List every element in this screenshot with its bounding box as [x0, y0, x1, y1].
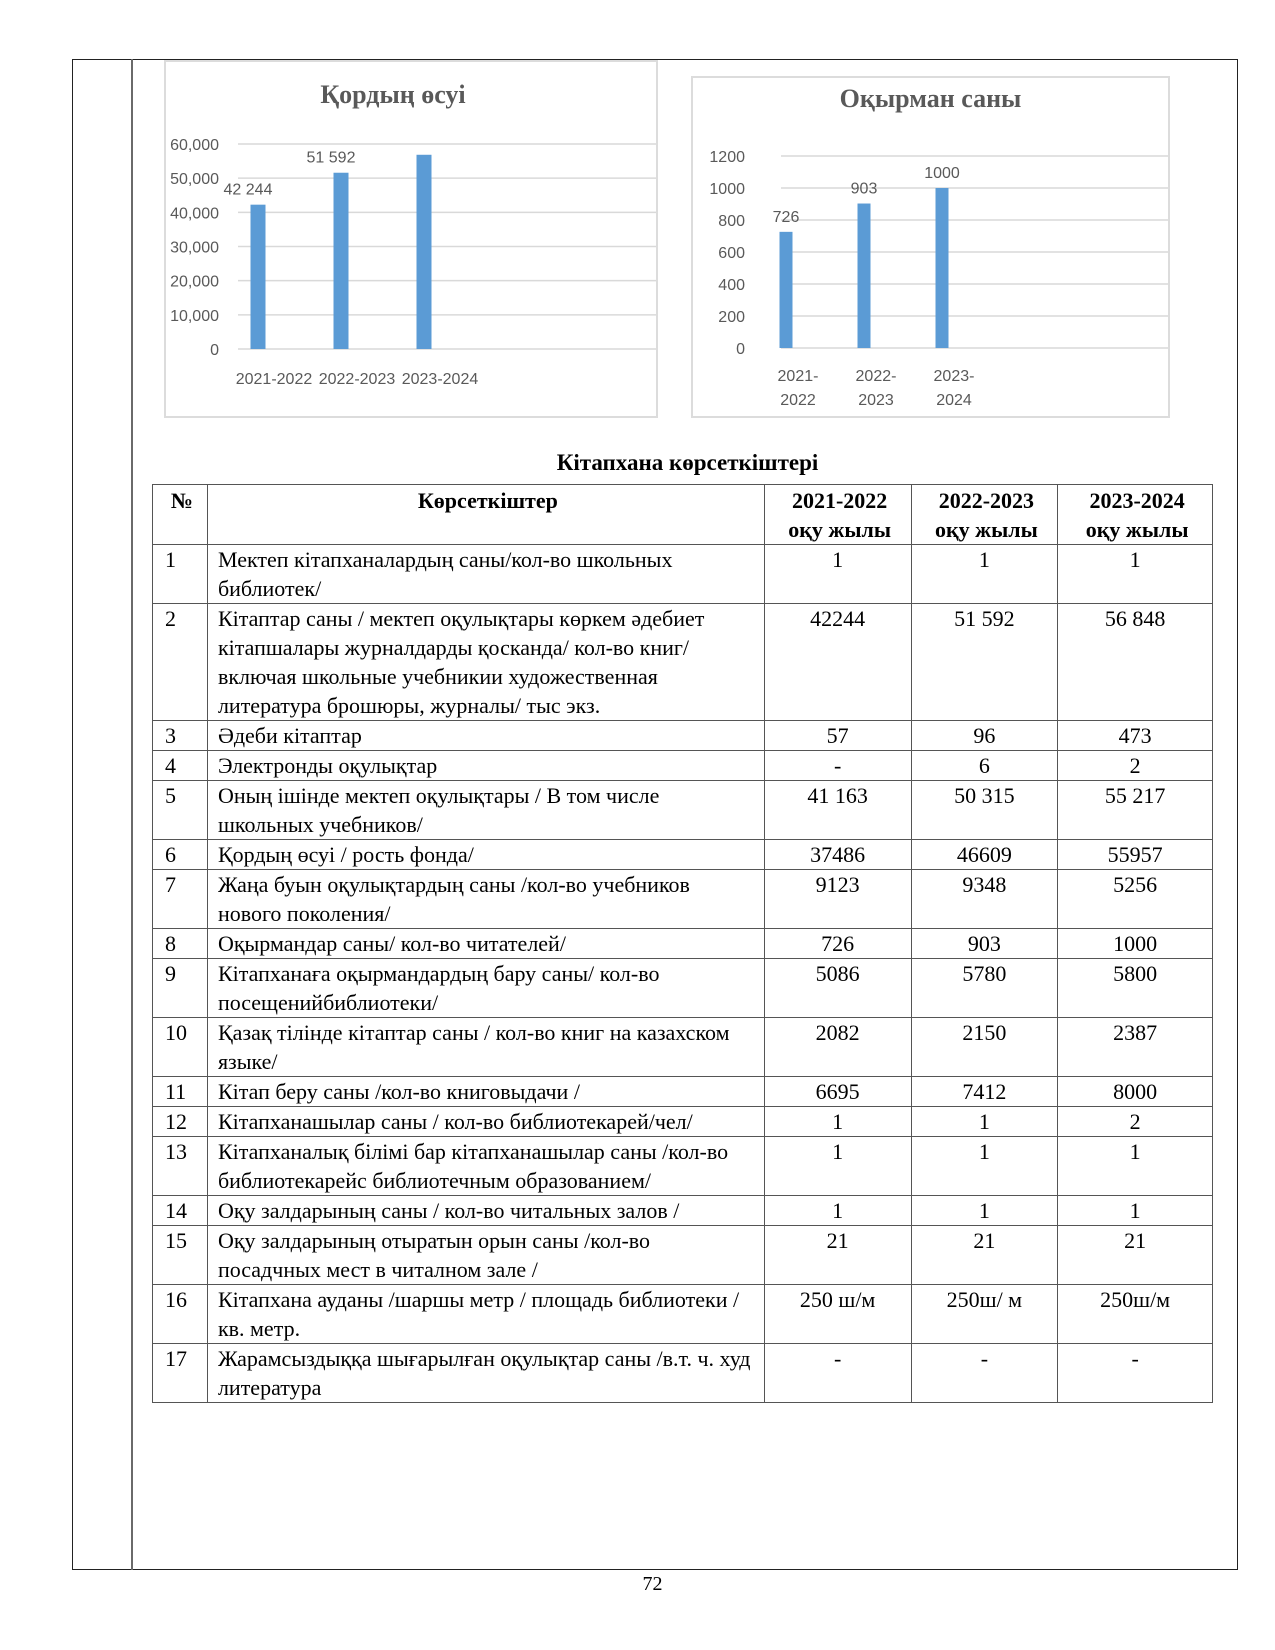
table-row [153, 929, 1213, 959]
row-value: - [1058, 1344, 1213, 1403]
row-indicator-label: Кітап беру саны /кол-во книговыдачи / [207, 1077, 764, 1107]
row-value: 1 [764, 1196, 911, 1226]
row-number: 15 [153, 1226, 208, 1285]
row-value: 1000 [1058, 929, 1213, 959]
header-year [911, 485, 1058, 545]
x-tick-label: 2023-2024 [401, 371, 479, 388]
row-value: 1 [1058, 1196, 1213, 1226]
table-row [153, 1196, 1213, 1226]
table-row [153, 870, 1213, 929]
row-number: 11 [153, 1077, 208, 1107]
table-header-row [153, 485, 1213, 545]
row-value: 5086 [764, 959, 911, 1018]
row-indicator-label: Мектеп кітапханалардың саны/кол-во школьных библиотек/ [207, 545, 764, 604]
row-value: - [764, 1344, 911, 1403]
row-value: 21 [764, 1226, 911, 1285]
row-number: 4 [153, 751, 208, 781]
fund-growth-chart [164, 60, 658, 418]
row-value: 7412 [911, 1077, 1058, 1107]
row-indicator-label: Оқу залдарының отыратын орын саны /кол-во посадчных мест в читалном зале / [207, 1226, 764, 1285]
row-indicator-label: Қазақ тілінде кітаптар саны / кол-во книг на казахском языке/ [207, 1018, 764, 1077]
y-tick-label: 10,000 [170, 307, 219, 325]
data-label: 42 244 [223, 181, 273, 199]
table-row [153, 1018, 1213, 1077]
row-value: 96 [911, 721, 1058, 751]
row-value: 37486 [764, 840, 911, 870]
row-indicator-label: Әдеби кітаптар [207, 721, 764, 751]
row-value: 51 592 [911, 604, 1058, 721]
table-row [153, 781, 1213, 840]
y-tick-label: 0 [210, 342, 219, 359]
table-row [153, 1137, 1213, 1196]
margin-rule [131, 59, 133, 1570]
y-tick-label: 60,000 [170, 137, 219, 154]
fund-growth-plot [166, 62, 656, 416]
y-tick-label: 200 [718, 309, 745, 326]
row-value: 1 [1058, 1137, 1213, 1196]
header-year-sub: оқу жылы [788, 517, 892, 542]
row-number: 10 [153, 1018, 208, 1077]
row-indicator-label: Кітапханаға оқырмандардың бару саны/ кол-во посещенийбиблиотеки/ [207, 959, 764, 1018]
row-value: 903 [911, 929, 1058, 959]
row-value: 41 163 [764, 781, 911, 840]
row-indicator-label: Жаңа буын оқулықтардың саны /кол-во учебников нового поколения/ [207, 870, 764, 929]
row-number: 9 [153, 959, 208, 1018]
row-value: 9123 [764, 870, 911, 929]
table-row [153, 604, 1213, 721]
row-value: 21 [911, 1226, 1058, 1285]
row-value: 2 [1058, 751, 1213, 781]
x-tick-label: 2021-2022 [235, 371, 313, 388]
bar [417, 155, 432, 349]
data-label: 1000 [924, 165, 960, 182]
row-number: 13 [153, 1137, 208, 1196]
y-tick-label: 800 [718, 213, 745, 230]
row-value: 473 [1058, 721, 1213, 751]
row-indicator-label: Қордың өсуі / рость фонда/ [207, 840, 764, 870]
x-tick-label: 2024 [936, 392, 972, 409]
bar [334, 173, 349, 349]
table-row [153, 1077, 1213, 1107]
row-value: 2082 [764, 1018, 911, 1077]
table-row [153, 721, 1213, 751]
row-value: 1 [911, 545, 1058, 604]
header-year-label: 2021-2022 [791, 488, 888, 513]
row-number: 2 [153, 604, 208, 721]
header-indicator: Көрсеткіштер [207, 485, 764, 545]
row-value: 726 [764, 929, 911, 959]
row-number: 14 [153, 1196, 208, 1226]
row-number: 6 [153, 840, 208, 870]
row-value: 21 [1058, 1226, 1213, 1285]
row-value: 1 [764, 1137, 911, 1196]
row-number: 12 [153, 1107, 208, 1137]
library-indicators-table [152, 484, 1213, 1403]
row-value: 2 [1058, 1107, 1213, 1137]
row-value: 46609 [911, 840, 1058, 870]
bar [858, 204, 871, 348]
row-value: 5780 [911, 959, 1058, 1018]
x-tick-label: 2022- [855, 368, 897, 385]
row-indicator-label: Кітаптар саны / мектеп оқулықтары көркем әдебиет кітапшалары журналдарды қосканда/ кол-во книг/ включая школьные учебникии художественная литература брошюры, журналы/ тыс экз. [207, 604, 764, 721]
row-value: 1 [1058, 545, 1213, 604]
row-value: 250 ш/м [764, 1285, 911, 1344]
row-value: 57 [764, 721, 911, 751]
row-value: 250ш/ м [911, 1285, 1058, 1344]
row-value: 42244 [764, 604, 911, 721]
row-indicator-label: Оқу залдарының саны / кол-во читальных залов / [207, 1196, 764, 1226]
header-number: № [153, 485, 208, 545]
table-row [153, 1344, 1213, 1403]
row-indicator-label: Кітапхана ауданы /шаршы метр / площадь библиотеки /кв. метр. [207, 1285, 764, 1344]
row-value: 1 [911, 1137, 1058, 1196]
y-tick-label: 1000 [709, 181, 745, 198]
table-row [153, 840, 1213, 870]
bar [780, 232, 793, 348]
row-number: 3 [153, 721, 208, 751]
row-value: 1 [764, 545, 911, 604]
y-tick-label: 0 [736, 341, 745, 358]
row-indicator-label: Кітапханалық білімі бар кітапханашылар саны /кол-во библиотекарейс библиотечным образованием/ [207, 1137, 764, 1196]
readers-chart [691, 76, 1170, 418]
row-indicator-label: Оның ішінде мектеп оқулықтары / В том числе школьных учебников/ [207, 781, 764, 840]
y-tick-label: 20,000 [170, 273, 219, 291]
y-tick-label: 400 [718, 277, 745, 294]
row-value: 5256 [1058, 870, 1213, 929]
table-row [153, 1226, 1213, 1285]
bar [251, 205, 266, 349]
table-row [153, 959, 1213, 1018]
header-year [1058, 485, 1213, 545]
header-year [764, 485, 911, 545]
x-tick-label: 2022 [780, 392, 816, 409]
row-indicator-label: Жарамсыздыққа шығарылған оқулықтар саны /в.т. ч. худ литература [207, 1344, 764, 1403]
row-value: 2150 [911, 1018, 1058, 1077]
header-year-sub: оқу жылы [934, 517, 1038, 542]
row-value: 55957 [1058, 840, 1213, 870]
row-value: 55 217 [1058, 781, 1213, 840]
header-year-label: 2023-2024 [1089, 488, 1185, 513]
x-tick-label: 2021- [777, 368, 819, 385]
row-value: 56 848 [1058, 604, 1213, 721]
bar [936, 188, 949, 348]
row-value: 50 315 [911, 781, 1058, 840]
row-value: 250ш/м [1058, 1285, 1213, 1344]
row-value: 8000 [1058, 1077, 1213, 1107]
row-value: 6 [911, 751, 1058, 781]
y-tick-label: 40,000 [170, 205, 219, 223]
data-label: 903 [850, 180, 878, 198]
row-indicator-label: Кітапханашылар саны / кол-во библиотекарей/чел/ [207, 1107, 764, 1137]
table-row [153, 545, 1213, 604]
row-number: 17 [153, 1344, 208, 1403]
chart-title: Оқырман саны [839, 84, 1022, 113]
row-number: 16 [153, 1285, 208, 1344]
row-value: - [764, 751, 911, 781]
row-indicator-label: Оқырмандар саны/ кол-во читателей/ [207, 929, 764, 959]
header-year-label: 2022-2023 [938, 488, 1035, 513]
y-tick-label: 600 [718, 245, 745, 262]
readers-plot [693, 78, 1168, 416]
row-number: 1 [153, 545, 208, 604]
row-indicator-label: Электронды оқулықтар [207, 751, 764, 781]
row-value: 9348 [911, 870, 1058, 929]
chart-title: Қордың өсуі [320, 80, 466, 109]
y-tick-label: 50,000 [170, 171, 219, 189]
page-number: 72 [642, 1573, 663, 1595]
row-value: 6695 [764, 1077, 911, 1107]
row-number: 5 [153, 781, 208, 840]
row-value: 2387 [1058, 1018, 1213, 1077]
row-number: 8 [153, 929, 208, 959]
row-number: 7 [153, 870, 208, 929]
row-value: 1 [911, 1107, 1058, 1137]
data-label: 726 [772, 208, 800, 226]
row-value: 5800 [1058, 959, 1213, 1018]
header-year-sub: оқу жылы [1085, 517, 1189, 542]
x-tick-label: 2022-2023 [318, 371, 396, 388]
table-row [153, 751, 1213, 781]
row-value: - [911, 1344, 1058, 1403]
data-label: 51 592 [306, 149, 356, 167]
row-value: 1 [764, 1107, 911, 1137]
y-tick-label: 30,000 [170, 239, 219, 257]
table-row [153, 1285, 1213, 1344]
x-tick-label: 2023- [933, 368, 975, 385]
row-value: 1 [911, 1196, 1058, 1226]
x-tick-label: 2023 [858, 392, 894, 409]
table-title: Кітапхана көрсеткіштері [556, 450, 819, 475]
y-tick-label: 1200 [709, 149, 745, 166]
table-row [153, 1107, 1213, 1137]
